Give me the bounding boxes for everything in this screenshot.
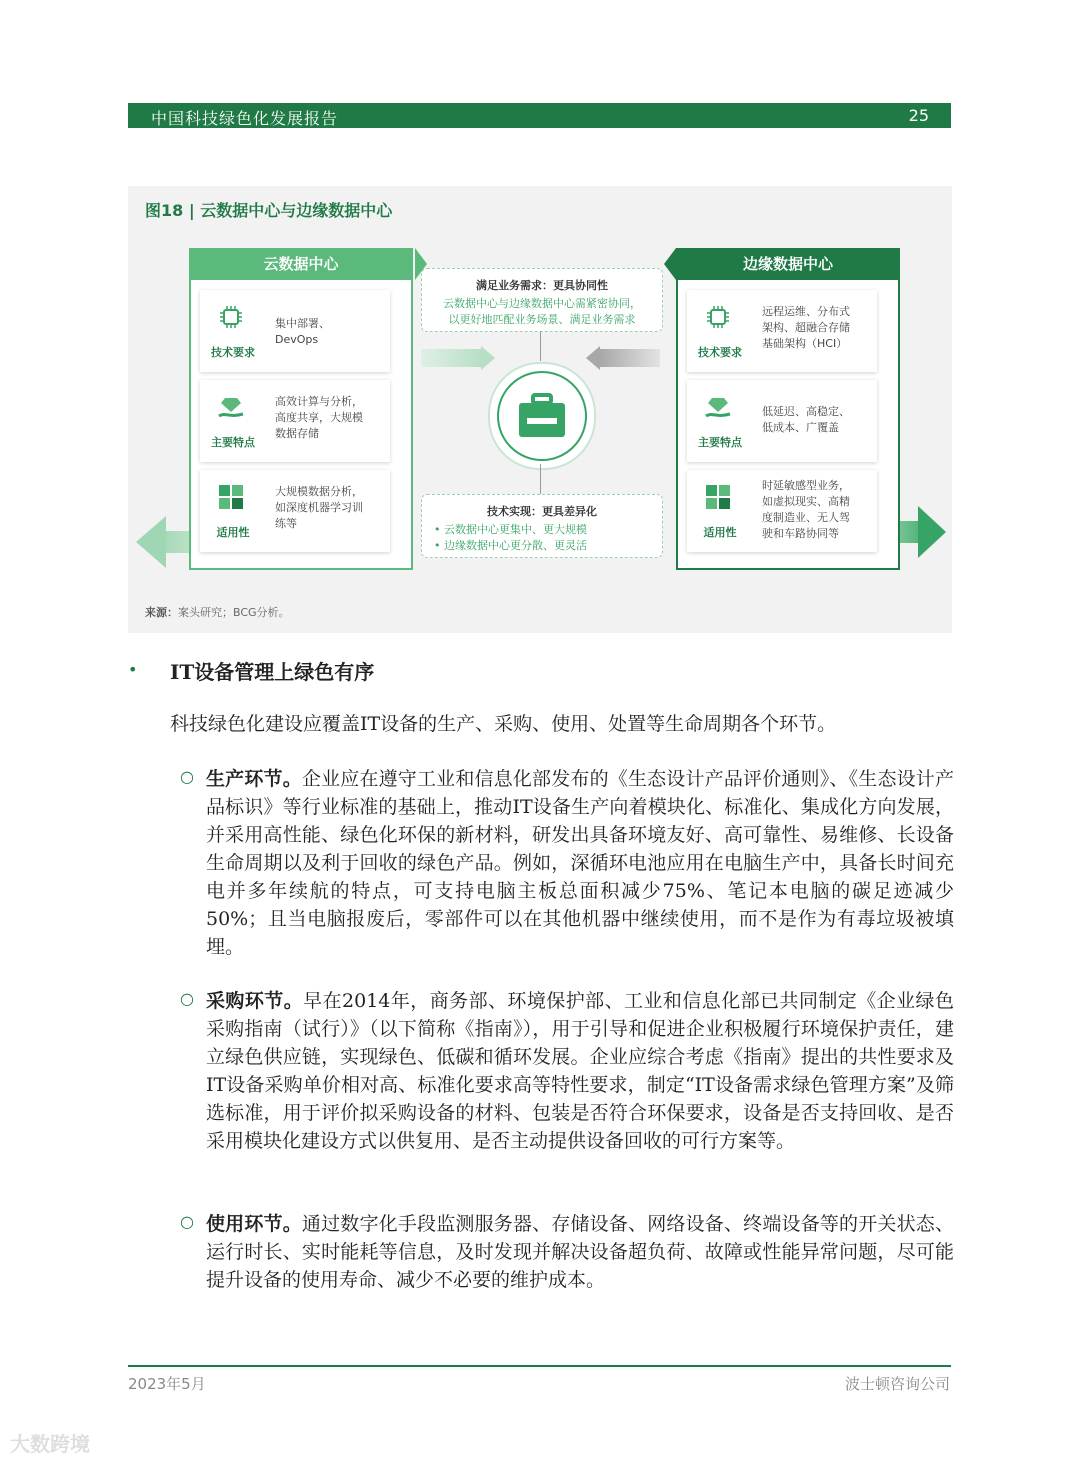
arrow-right-icon bbox=[481, 346, 495, 370]
briefcase-icon bbox=[499, 373, 585, 459]
edge-datacenter-panel bbox=[676, 248, 900, 570]
header-bar bbox=[128, 103, 951, 128]
item-bullet: ○ bbox=[180, 989, 194, 1008]
section-bullet: • bbox=[128, 660, 138, 679]
card-label: 适用性 bbox=[216, 526, 250, 539]
item-bullet: ○ bbox=[180, 1212, 194, 1231]
item-bullet: ○ bbox=[180, 767, 194, 786]
cloud-datacenter-panel bbox=[189, 248, 413, 570]
center-bottom-title: 技术实现：更具差异化 bbox=[487, 505, 597, 518]
arrow-left-icon bbox=[586, 346, 600, 370]
card-label: 技术要求 bbox=[698, 346, 742, 359]
connector-line bbox=[540, 464, 541, 494]
watermark-logo: 大数跨境 bbox=[10, 1432, 90, 1456]
card-label: 主要特点 bbox=[211, 436, 255, 449]
center-top-title: 满足业务需求：更具协同性 bbox=[476, 279, 608, 292]
cloud-card-feature bbox=[200, 380, 390, 462]
card-text: 低延迟、高稳定、 低成本、广覆盖 bbox=[762, 405, 850, 434]
chip-icon bbox=[703, 302, 733, 332]
center-top-box bbox=[421, 268, 663, 332]
center-bottom-box bbox=[421, 494, 663, 558]
section-title: IT设备管理上绿色有序 bbox=[170, 660, 375, 684]
cloud-card-usage bbox=[200, 470, 390, 552]
card-text: 集中部署、 DevOps bbox=[275, 317, 330, 346]
center-bottom-item: • 边缘数据中心更分散、更灵活 bbox=[434, 539, 587, 552]
connector-line bbox=[540, 331, 541, 361]
footer-company: 波士顿咨询公司 bbox=[844, 1375, 950, 1393]
center-top-text: 云数据中心与边缘数据中心需紧密协同， 以更好地匹配业务场景、满足业务需求 bbox=[443, 297, 641, 326]
section-intro: 科技绿色化建设应覆盖IT设备的生产、采购、使用、处置等生命周期各个环节。 bbox=[170, 713, 837, 735]
item-production: 生产环节。企业应在遵守工业和信息化部发布的《生态设计产品评价通则》、《生态设计产品标识》等行业标准的基础上，推动IT设备生产向着模块化、标准化、集成化方向发展，并采用高性能、绿色化环保的新材料，研发出具备环境友好、高可靠性、易维修、长设备生命周期以及利于回收的绿色产品。例如，深循环电池应用在电脑生产中，具备长时间充电并多年续航的特点，可支持电脑主板总面积减少75%、笔记本电脑的碳足迹减少50%；且当电脑报废后，零部件可以在其他机器中继续使用，而不是作为有毒垃圾被填埋。 bbox=[206, 768, 954, 958]
briefcase-circle bbox=[488, 362, 596, 470]
page-number: 25 bbox=[908, 106, 929, 125]
edge-card-tech bbox=[687, 290, 877, 372]
report-title: 中国科技绿色化发展报告 bbox=[151, 109, 339, 128]
card-label: 技术要求 bbox=[211, 346, 255, 359]
puzzle-icon bbox=[703, 482, 733, 512]
card-text: 远程运维、分布式 架构、超融合存储 基础架构（HCI） bbox=[762, 305, 850, 350]
mid-arrow-left bbox=[421, 349, 481, 367]
edge-card-usage bbox=[687, 470, 877, 552]
cloud-panel-title: 云数据中心 bbox=[189, 248, 413, 280]
mid-arrow-right bbox=[600, 349, 660, 367]
card-label: 主要特点 bbox=[698, 436, 742, 449]
gem-hand-icon bbox=[216, 392, 246, 422]
card-text: 高效计算与分析， 高度共享，大规模 数据存储 bbox=[275, 395, 363, 440]
edge-card-feature bbox=[687, 380, 877, 462]
card-text: 时延敏感型业务， 如虚拟现实、高精 度制造业、无人驾 驶和车路协同等 bbox=[762, 479, 850, 540]
gem-hand-icon bbox=[703, 392, 733, 422]
figure-source: 来源：案头研究；BCG分析。 bbox=[145, 606, 290, 619]
footer-date: 2023年5月 bbox=[128, 1375, 206, 1393]
footer-divider bbox=[128, 1365, 951, 1367]
card-text: 大规模数据分析， 如深度机器学习训 练等 bbox=[275, 485, 363, 530]
right-arrow-icon bbox=[918, 506, 946, 558]
figure-18 bbox=[128, 186, 952, 633]
cloud-card-tech bbox=[200, 290, 390, 372]
figure-title: 图18 | 云数据中心与边缘数据中心 bbox=[145, 201, 393, 220]
item-procurement: 采购环节。早在2014年，商务部、环境保护部、工业和信息化部已共同制定《企业绿色采购指南（试行）》（以下简称《指南》），用于引导和促进企业积极履行环境保护责任，建立绿色供应链，实现绿色、低碳和循环发展。企业应综合考虑《指南》提出的共性要求及IT设备采购单价相对高、标准化要求高等特性要求，制定“IT设备需求绿色管理方案”及筛选标准，用于评价拟采购设备的材料、包装是否符合环保要求，设备是否支持回收、是否采用模块化建设方式以供复用、是否主动提供设备回收的可行方案等。 bbox=[206, 990, 954, 1152]
chip-icon bbox=[216, 302, 246, 332]
card-label: 适用性 bbox=[703, 526, 737, 539]
puzzle-icon bbox=[216, 482, 246, 512]
center-bottom-item: • 云数据中心更集中、更大规模 bbox=[434, 523, 587, 536]
left-arrow-icon bbox=[136, 516, 166, 568]
item-usage: 使用环节。通过数字化手段监测服务器、存储设备、网络设备、终端设备等的开关状态、运行时长、实时能耗等信息，及时发现并解决设备超负荷、故障或性能异常问题，尽可能提升设备的使用寿命、减少不必要的维护成本。 bbox=[206, 1213, 954, 1291]
edge-panel-title: 边缘数据中心 bbox=[676, 248, 900, 280]
